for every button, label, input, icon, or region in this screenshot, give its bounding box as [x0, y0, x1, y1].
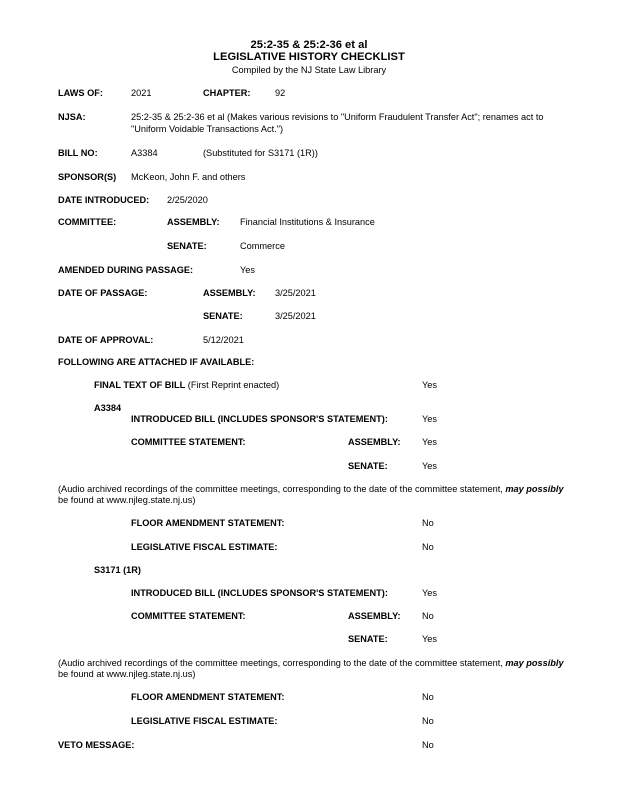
committee-label: COMMITTEE:	[58, 217, 117, 227]
approval-value: 5/12/2021	[203, 335, 244, 345]
sponsors-value: McKeon, John F. and others	[131, 172, 246, 182]
attached-heading: FOLLOWING ARE ATTACHED IF AVAILABLE:	[58, 357, 255, 367]
date-introduced-label: DATE INTRODUCED:	[58, 195, 150, 205]
committee-senate-label: SENATE:	[167, 241, 207, 251]
s3171-fiscal-value: No	[422, 716, 434, 726]
audio-note-1-line-1	[58, 484, 564, 495]
bill-no-note: (Substituted for S3171 (1R))	[203, 148, 318, 158]
njsa-label: NJSA:	[58, 112, 86, 122]
s3171-fiscal-label: LEGISLATIVE FISCAL ESTIMATE:	[131, 716, 278, 726]
compiled-by: Compiled by the NJ State Law Library	[231, 65, 387, 75]
document-subtitle: LEGISLATIVE HISTORY CHECKLIST	[213, 51, 405, 63]
passage-assembly-label: ASSEMBLY:	[203, 288, 256, 298]
laws-of-label: LAWS OF:	[58, 88, 103, 98]
a3384-assembly-value: Yes	[422, 437, 437, 447]
a3384-senate-value: Yes	[422, 461, 437, 471]
final-text-note: (First Reprint enacted)	[187, 380, 280, 390]
audio-note-text: (Audio archived recordings of the committee meetings, corresponding to the date of the committee statement,	[58, 658, 506, 668]
njsa-line-1: 25:2-35 & 25:2-36 et al (Makes various revisions to "Uniform Fraudulent Transfer Act"; renames act to	[131, 112, 544, 122]
veto-label: VETO MESSAGE:	[58, 740, 135, 750]
audio-note-text: (Audio archived recordings of the committee meetings, corresponding to the date of the committee statement,	[58, 484, 506, 494]
passage-senate-label: SENATE:	[203, 311, 243, 321]
audio-note-2-line-1	[58, 658, 564, 669]
a3384-committee-label: COMMITTEE STATEMENT:	[131, 437, 246, 447]
audio-note-2-line-2: be found at www.njleg.state.nj.us)	[58, 669, 196, 679]
sponsors-label: SPONSOR(S)	[58, 172, 117, 182]
s3171-senate-value: Yes	[422, 634, 437, 644]
veto-value: No	[422, 740, 434, 750]
final-text-value: Yes	[422, 380, 437, 390]
njsa-line-2: "Uniform Voidable Transactions Act.")	[131, 124, 284, 134]
a3384-fiscal-value: No	[422, 542, 434, 552]
laws-of-value: 2021	[131, 88, 152, 98]
passage-senate-value: 3/25/2021	[275, 311, 316, 321]
final-text-row	[94, 380, 279, 391]
s3171-committee-label: COMMITTEE STATEMENT:	[131, 611, 246, 621]
s3171-senate-label: SENATE:	[348, 634, 388, 644]
committee-assembly-label: ASSEMBLY:	[167, 217, 220, 227]
s3171-introduced-label: INTRODUCED BILL (INCLUDES SPONSOR'S STATEMENT):	[131, 588, 388, 598]
committee-assembly-value: Financial Institutions & Insurance	[240, 217, 375, 227]
a3384-introduced-value: Yes	[422, 414, 437, 424]
amended-label: AMENDED DURING PASSAGE:	[58, 265, 194, 275]
a3384-floor-value: No	[422, 518, 434, 528]
a3384-floor-label: FLOOR AMENDMENT STATEMENT:	[131, 518, 285, 528]
amended-value: Yes	[240, 265, 255, 275]
a3384-introduced-label: INTRODUCED BILL (INCLUDES SPONSOR'S STATEMENT):	[131, 414, 388, 424]
passage-label: DATE OF PASSAGE:	[58, 288, 148, 298]
date-introduced-value: 2/25/2020	[167, 195, 208, 205]
document-title: 25:2-35 & 25:2-36 et al	[250, 39, 368, 51]
bill-no-value: A3384	[131, 148, 158, 158]
chapter-label: CHAPTER:	[203, 88, 251, 98]
chapter-value: 92	[275, 88, 286, 98]
passage-assembly-value: 3/25/2021	[275, 288, 316, 298]
s3171-heading: S3171 (1R)	[94, 565, 141, 575]
s3171-floor-value: No	[422, 692, 434, 702]
s3171-floor-label: FLOOR AMENDMENT STATEMENT:	[131, 692, 285, 702]
s3171-introduced-value: Yes	[422, 588, 437, 598]
s3171-assembly-value: No	[422, 611, 434, 621]
s3171-assembly-label: ASSEMBLY:	[348, 611, 401, 621]
committee-senate-value: Commerce	[240, 241, 285, 251]
audio-note-emphasis: may possibly	[505, 484, 564, 494]
approval-label: DATE OF APPROVAL:	[58, 335, 154, 345]
final-text-label: FINAL TEXT OF BILL	[94, 380, 186, 390]
audio-note-1-line-2: be found at www.njleg.state.nj.us)	[58, 495, 196, 505]
audio-note-emphasis: may possibly	[505, 658, 564, 668]
a3384-assembly-label: ASSEMBLY:	[348, 437, 401, 447]
bill-no-label: BILL NO:	[58, 148, 98, 158]
a3384-fiscal-label: LEGISLATIVE FISCAL ESTIMATE:	[131, 542, 278, 552]
a3384-senate-label: SENATE:	[348, 461, 388, 471]
a3384-heading: A3384	[94, 403, 122, 413]
